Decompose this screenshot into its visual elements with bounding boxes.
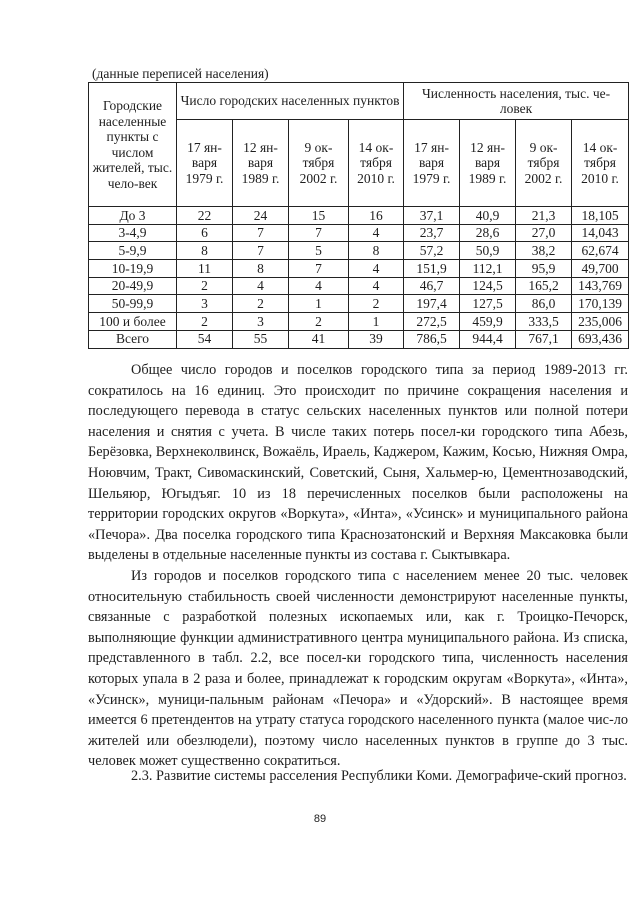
table-row: [89, 224, 629, 242]
table-cell: 49,700: [572, 260, 629, 278]
paragraph: Из городов и поселков городского типа с населением менее 20 тыс. человек относительную стабильность своей численности демонстрируют населенные пункты, связанные с разработкой полезных ископаемых или, как г. Троицко-Печорск, выполняющие функции административного центра муниципального района. Из списка, представленного в табл. 2.2, все посел-ки городского типа, численность населения которых упала в 2 раза и более, принадлежат к городским округам «Воркута», «Инта», «Усинск», муници-пальным районам «Печора» и «Удорский». В настоящее время имеется 6 претендентов на утрату статуса городского населенного пункта (малое чис-ло жителей или обезлюдели), поэтому число населенных пунктов в группе до 3 тыс. человек может существенно сократиться.: [88, 567, 628, 770]
table-cell: 24: [233, 207, 289, 225]
row-category: Всего: [89, 330, 177, 348]
table-cell: 41: [289, 330, 349, 348]
table-cell: 38,2: [516, 242, 572, 260]
table-cell: 54: [177, 330, 233, 348]
table-cell: 95,9: [516, 260, 572, 278]
table-cell: 124,5: [460, 277, 516, 295]
table-cell: 50,9: [460, 242, 516, 260]
table-cell: 2: [289, 313, 349, 331]
row-category: До 3: [89, 207, 177, 225]
table-cell: 16: [349, 207, 404, 225]
table-cell: 3: [233, 313, 289, 331]
table-cell: 11: [177, 260, 233, 278]
table-cell: 27,0: [516, 224, 572, 242]
table-cell: 55: [233, 330, 289, 348]
table-cell: 46,7: [404, 277, 460, 295]
table-cell: 786,5: [404, 330, 460, 348]
header-date: 17 ян-варя 1979 г.: [404, 120, 460, 207]
table-row: [89, 260, 629, 278]
table-cell: 2: [233, 295, 289, 313]
table-cell: 2: [177, 313, 233, 331]
row-category: 10-19,9: [89, 260, 177, 278]
table-caption: (данные переписей населения): [92, 66, 269, 81]
table-cell: 40,9: [460, 207, 516, 225]
census-table: [88, 82, 629, 349]
header-date: 17 ян-варя 1979 г.: [177, 120, 233, 207]
table-cell: 3: [177, 295, 233, 313]
table-cell: 4: [233, 277, 289, 295]
table-cell: 4: [349, 277, 404, 295]
table-row: [89, 295, 629, 313]
census-table-body: [89, 207, 629, 349]
table-cell: 143,769: [572, 277, 629, 295]
table-cell: 459,9: [460, 313, 516, 331]
table-cell: 767,1: [516, 330, 572, 348]
row-category: 50-99,9: [89, 295, 177, 313]
table-cell: 28,6: [460, 224, 516, 242]
table-row: [89, 277, 629, 295]
page-number: 89: [313, 813, 327, 825]
table-cell: 14,043: [572, 224, 629, 242]
header-settlement-count: Число городских населенных пунктов: [177, 83, 404, 120]
table-cell: 165,2: [516, 277, 572, 295]
table-cell: 151,9: [404, 260, 460, 278]
row-category: 20-49,9: [89, 277, 177, 295]
header-date: 12 ян-варя 1989 г.: [460, 120, 516, 207]
table-cell: 333,5: [516, 313, 572, 331]
header-population: Численность населения, тыс. че-ловек: [404, 83, 629, 120]
header-date: 9 ок-тября 2002 г.: [289, 120, 349, 207]
table-cell: 1: [349, 313, 404, 331]
header-date: 14 ок-тября 2010 г.: [572, 120, 629, 207]
table-cell: 23,7: [404, 224, 460, 242]
table-cell: 39: [349, 330, 404, 348]
table-cell: 22: [177, 207, 233, 225]
table-cell: 57,2: [404, 242, 460, 260]
table-cell: 127,5: [460, 295, 516, 313]
table-cell: 2: [177, 277, 233, 295]
table-cell: 112,1: [460, 260, 516, 278]
table-cell: 7: [233, 224, 289, 242]
table-cell: 2: [349, 295, 404, 313]
table-cell: 944,4: [460, 330, 516, 348]
row-category: 100 и более: [89, 313, 177, 331]
table-cell: 170,139: [572, 295, 629, 313]
table-cell: 4: [289, 277, 349, 295]
table-row: [89, 207, 629, 225]
table-cell: 4: [349, 224, 404, 242]
table-cell: 18,105: [572, 207, 629, 225]
row-category: 5-9,9: [89, 242, 177, 260]
row-category: 3-4,9: [89, 224, 177, 242]
table-row: [89, 330, 629, 348]
table-cell: 272,5: [404, 313, 460, 331]
header-date: 12 ян-варя 1989 г.: [233, 120, 289, 207]
body-text: [88, 360, 628, 772]
table-cell: 1: [289, 295, 349, 313]
table-cell: 7: [233, 242, 289, 260]
table-cell: 8: [233, 260, 289, 278]
table-cell: 693,436: [572, 330, 629, 348]
table-cell: 8: [177, 242, 233, 260]
table-cell: 6: [177, 224, 233, 242]
header-settlement-size: Городские населенные пункты с числом жителей, тыс. чело-век: [89, 83, 177, 207]
header-date: 9 ок-тября 2002 г.: [516, 120, 572, 207]
table-row: [89, 242, 629, 260]
table-cell: 15: [289, 207, 349, 225]
table-cell: 197,4: [404, 295, 460, 313]
table-cell: 4: [349, 260, 404, 278]
table-cell: 235,006: [572, 313, 629, 331]
table-cell: 5: [289, 242, 349, 260]
table-cell: 37,1: [404, 207, 460, 225]
section-heading: 2.3. Развитие системы расселения Республики Коми. Демографиче-ский прогноз.: [131, 768, 627, 784]
table-cell: 8: [349, 242, 404, 260]
table-cell: 7: [289, 260, 349, 278]
table-cell: 21,3: [516, 207, 572, 225]
table-row: [89, 313, 629, 331]
table-cell: 62,674: [572, 242, 629, 260]
table-cell: 86,0: [516, 295, 572, 313]
table-cell: 7: [289, 224, 349, 242]
header-date: 14 ок-тября 2010 г.: [349, 120, 404, 207]
paragraph: Общее число городов и поселков городского типа за период 1989-2013 гг. сократилось на 16 единиц. Это происходит по причине сокращения населения и последующего перевода в статус сельских населенных пунктов или полной потери населения и снятия с учета. В числе таких потерь посел-ки городского типа Абезь, Берёзовка, Верхнеколвинск, Вожаёль, Ираель, Каджером, Кажим, Косью, Нижняя Омра, Ноювчим, Тракт, Сивомаскинский, Советский, Сыня, Хальмер-ю, Цементнозаводский, Шельяюр, Югыдъяг. 10 из 18 перечисленных поселков были расположены на территории городских округов «Воркута», «Инта», «Усинск» и муниципального района «Печора». Два поселка городского типа Краснозатонский и Верхняя Максаковка были выделены в отдельные населенные пункты из состава г. Сыктывкара.: [88, 362, 628, 564]
